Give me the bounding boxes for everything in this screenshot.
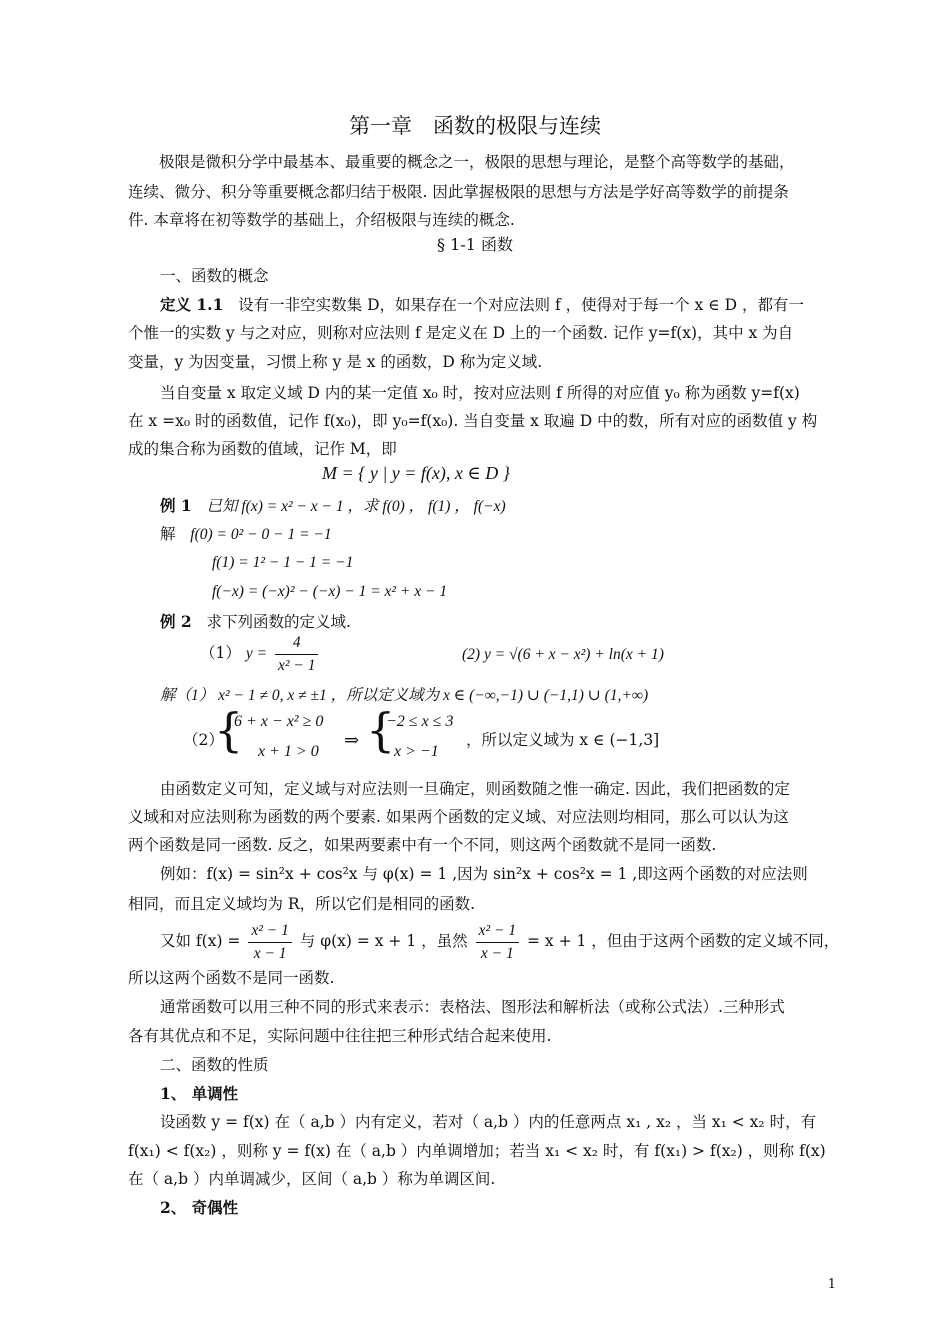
system-2-line-1: −2 ≤ x ≤ 3: [386, 713, 454, 730]
fraction-denominator: x − 1: [480, 944, 514, 962]
monotonic-line-1: 设函数 y = f(x) 在（ a,b ）内有定义，若对（ a,b ）内的任意两点 x₁ , x₂ ，当 x₁ < x₂ 时，有: [160, 1113, 817, 1131]
range-formula: M = { y | y = f(x), x ∈ D }: [322, 463, 510, 483]
fraction-numerator: x² − 1: [248, 920, 292, 943]
example-2-label: 例 2: [160, 612, 192, 631]
also-mid: 与 φ(x) = x + 1 ，虽然: [299, 932, 468, 950]
example-2-solution-2-label: （2）: [183, 731, 224, 749]
definition-line-1: [160, 295, 872, 315]
definition-line-2: 个惟一的实数 y 与之对应，则称对应法则 f 是定义在 D 上的一个函数. 记作 y=f(x)，其中 x 为自: [128, 324, 794, 342]
elements-line-3: 两个函数是同一函数. 反之，如果两要素中有一个不同，则这两个函数就不是同一函数.: [128, 836, 717, 854]
heading-concept: 一、函数的概念: [160, 267, 269, 285]
elements-line-1: 由函数定义可知，定义域与对应法则一旦确定，则函数随之惟一确定. 因此，我们把函数的定: [160, 780, 790, 798]
example-2-part-2: (2) y = √(6 + x − x²) + ln(x + 1): [462, 646, 664, 663]
example-2-text: 求下列函数的定义域.: [206, 613, 351, 631]
monotonic-line-3: 在（ a,b ）内单调减少，区间（ a,b ）称为单调区间.: [128, 1170, 496, 1188]
monotonic-line-2: f(x₁) < f(x₂) ，则称 y = f(x) 在（ a,b ）内单调增加；若当 x₁ < x₂ 时，有 f(x₁) > f(x₂) ，则称 f(x): [128, 1142, 826, 1160]
implies-arrow: ⇒: [344, 730, 360, 750]
heading-parity: 2、 奇偶性: [160, 1198, 239, 1217]
fraction-denominator: x² − 1: [277, 656, 316, 674]
intro-line-3: 件. 本章将在初等数学的基础上，介绍极限与连续的概念.: [128, 211, 515, 229]
value-line-3: 成的集合称为函数的值域，记作 M，即: [128, 440, 397, 458]
example-1-solution-1: [160, 524, 872, 545]
fraction-denominator: x − 1: [253, 944, 287, 962]
system-2-line-2: x > −1: [394, 743, 439, 760]
example-line-2: 相同，而且定义域均为 R，所以它们是相同的函数.: [128, 895, 476, 913]
solution-label: 解: [160, 525, 176, 543]
intro-line-1: 极限是微积分学中最基本、最重要的概念之一，极限的思想与理论，是整个高等数学的基础，: [159, 153, 795, 171]
representation-line-1: 通常函数可以用三种不同的形式来表示：表格法、图形法和解析法（或称公式法）.三种形式: [160, 998, 785, 1016]
intro-line-2: 连续、微分、积分等重要概念都归结于极限. 因此掌握极限的思想与方法是学好高等数学的前提条: [128, 183, 789, 201]
also-pre: 又如 f(x) =: [160, 932, 241, 950]
solution-line: f(0) = 0² − 0 − 1 = −1: [190, 526, 332, 543]
chapter-title: 第一章 函数的极限与连续: [349, 114, 601, 138]
system-1-line-2: x + 1 > 0: [258, 743, 319, 760]
representation-line-2: 各有其优点和不足，实际问题中往往把三种形式结合起来使用.: [128, 1027, 552, 1045]
value-line-2: 在 x =x₀ 时的函数值，记作 f(x₀)，即 y₀=f(x₀). 当自变量 x 取遍 D 中的数，所有对应的函数值 y 构: [128, 412, 818, 430]
definition-text: 设有一非空实数集 D，如果存在一个对应法则 f ，使得对于每一个 x ∈ D ，都有一: [238, 296, 804, 314]
part-1-lhs: y =: [245, 645, 268, 662]
example-1-text: 已知 f(x) = x² − x − 1 ，求 f(0) ， f(1) ， f(−x): [206, 498, 506, 515]
example-line-1: 例如：f(x) = sin²x + cos²x 与 φ(x) = 1 ,因为 sin²x + cos²x = 1 ,即这两个函数的对应法则: [160, 865, 808, 883]
left-brace: {: [214, 703, 244, 757]
definition-line-3: 变量，y 为因变量，习惯上称 y 是 x 的函数，D 称为定义域.: [128, 353, 543, 371]
domain-result: ，所以定义域为 x ∈ (−1,3]: [466, 731, 660, 749]
part-1-label: （1）: [200, 644, 241, 662]
example-1: [160, 496, 872, 517]
heading-properties: 二、函数的性质: [160, 1056, 269, 1074]
example-1-solution-3: f(−x) = (−x)² − (−x) − 1 = x² + x − 1: [212, 583, 448, 600]
also-line-2: 所以这两个函数不是同一函数.: [128, 969, 335, 987]
value-line-1: 当自变量 x 取定义域 D 内的某一定值 x₀ 时，按对应法则 f 所得的对应值 y₀ 称为函数 y=f(x): [160, 384, 800, 402]
example-2-solution-1: 解（1） x² − 1 ≠ 0, x ≠ ±1 ，所以定义域为 x ∈ (−∞,−1) ∪ (−1,1) ∪ (1,+∞): [160, 687, 649, 704]
example-1-solution-2: f(1) = 1² − 1 − 1 = −1: [212, 554, 354, 571]
also-fraction-2: [476, 920, 520, 965]
page-number: 1: [827, 1277, 836, 1292]
example-2: [160, 612, 872, 632]
also-line-1: [160, 918, 872, 965]
section-title: § 1-1 函数: [437, 235, 513, 254]
definition-label: 定义 1.1: [160, 295, 224, 314]
part-1-fraction: [275, 632, 319, 677]
heading-monotonicity: 1、 单调性: [160, 1084, 239, 1103]
fraction-numerator: 4: [275, 632, 319, 655]
fraction-numerator: x² − 1: [476, 920, 520, 943]
elements-line-2: 义域和对应法则称为函数的两个要素. 如果两个函数的定义域、对应法则均相同，那么可以认为这: [128, 808, 789, 826]
left-brace: {: [366, 703, 396, 757]
also-fraction-1: [248, 920, 292, 965]
example-1-label: 例 1: [160, 496, 192, 515]
system-1-line-1: 6 + x − x² ≥ 0: [234, 713, 324, 730]
also-post: = x + 1 ，但由于这两个函数的定义域不同，: [527, 932, 840, 950]
